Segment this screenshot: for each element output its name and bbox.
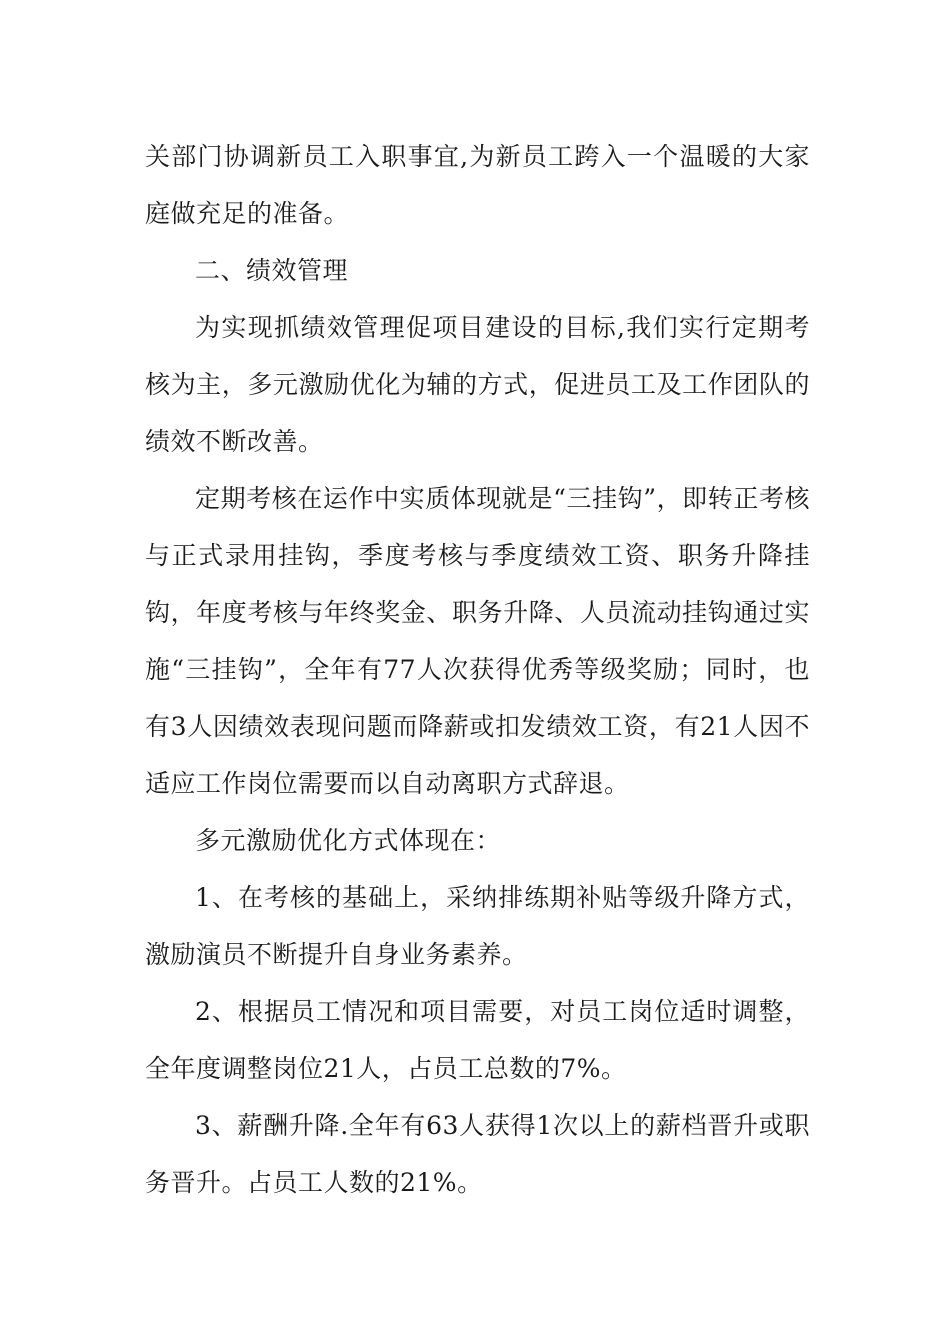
- paragraph-three-links: 定期考核在运作中实质体现就是“三挂钩”，即转正考核与正式录用挂钩，季度考核与季度绩效工资、职务升降挂钩，年度考核与年终奖金、职务升降、人员流动挂钩通过实施“三挂钩”，全年有77人次获得优秀等级奖励；同时，也有3人因绩效表现问题而降薪或扣发绩效工资，有21人因不适应工作岗位需要而以自动离职方式辞退。: [145, 484, 810, 798]
- list-item-3: 3、薪酬升降.全年有63人获得1次以上的薪档晋升或职务晋升。占员工人数的21%。: [145, 1111, 810, 1197]
- paragraph-incentive-intro: 多元激励优化方式体现在：: [195, 826, 502, 855]
- paragraph-continuation: 关部门协调新员工入职事宜,为新员工跨入一个温暖的大家庭做充足的准备。: [145, 142, 810, 228]
- section-heading-performance-management: 二、绩效管理: [195, 256, 349, 285]
- list-item-2: 2、根据员工情况和项目需要，对员工岗位适时调整，全年度调整岗位21人，占员工总数的7%。: [145, 997, 810, 1083]
- document-body: [145, 128, 810, 1211]
- paragraph-performance-goal: 为实现抓绩效管理促项目建设的目标,我们实行定期考核为主，多元激励优化为辅的方式，促进员工及工作团队的绩效不断改善。: [145, 313, 810, 456]
- list-item-1: 1、在考核的基础上，采纳排练期补贴等级升降方式，激励演员不断提升自身业务素养。: [145, 883, 810, 969]
